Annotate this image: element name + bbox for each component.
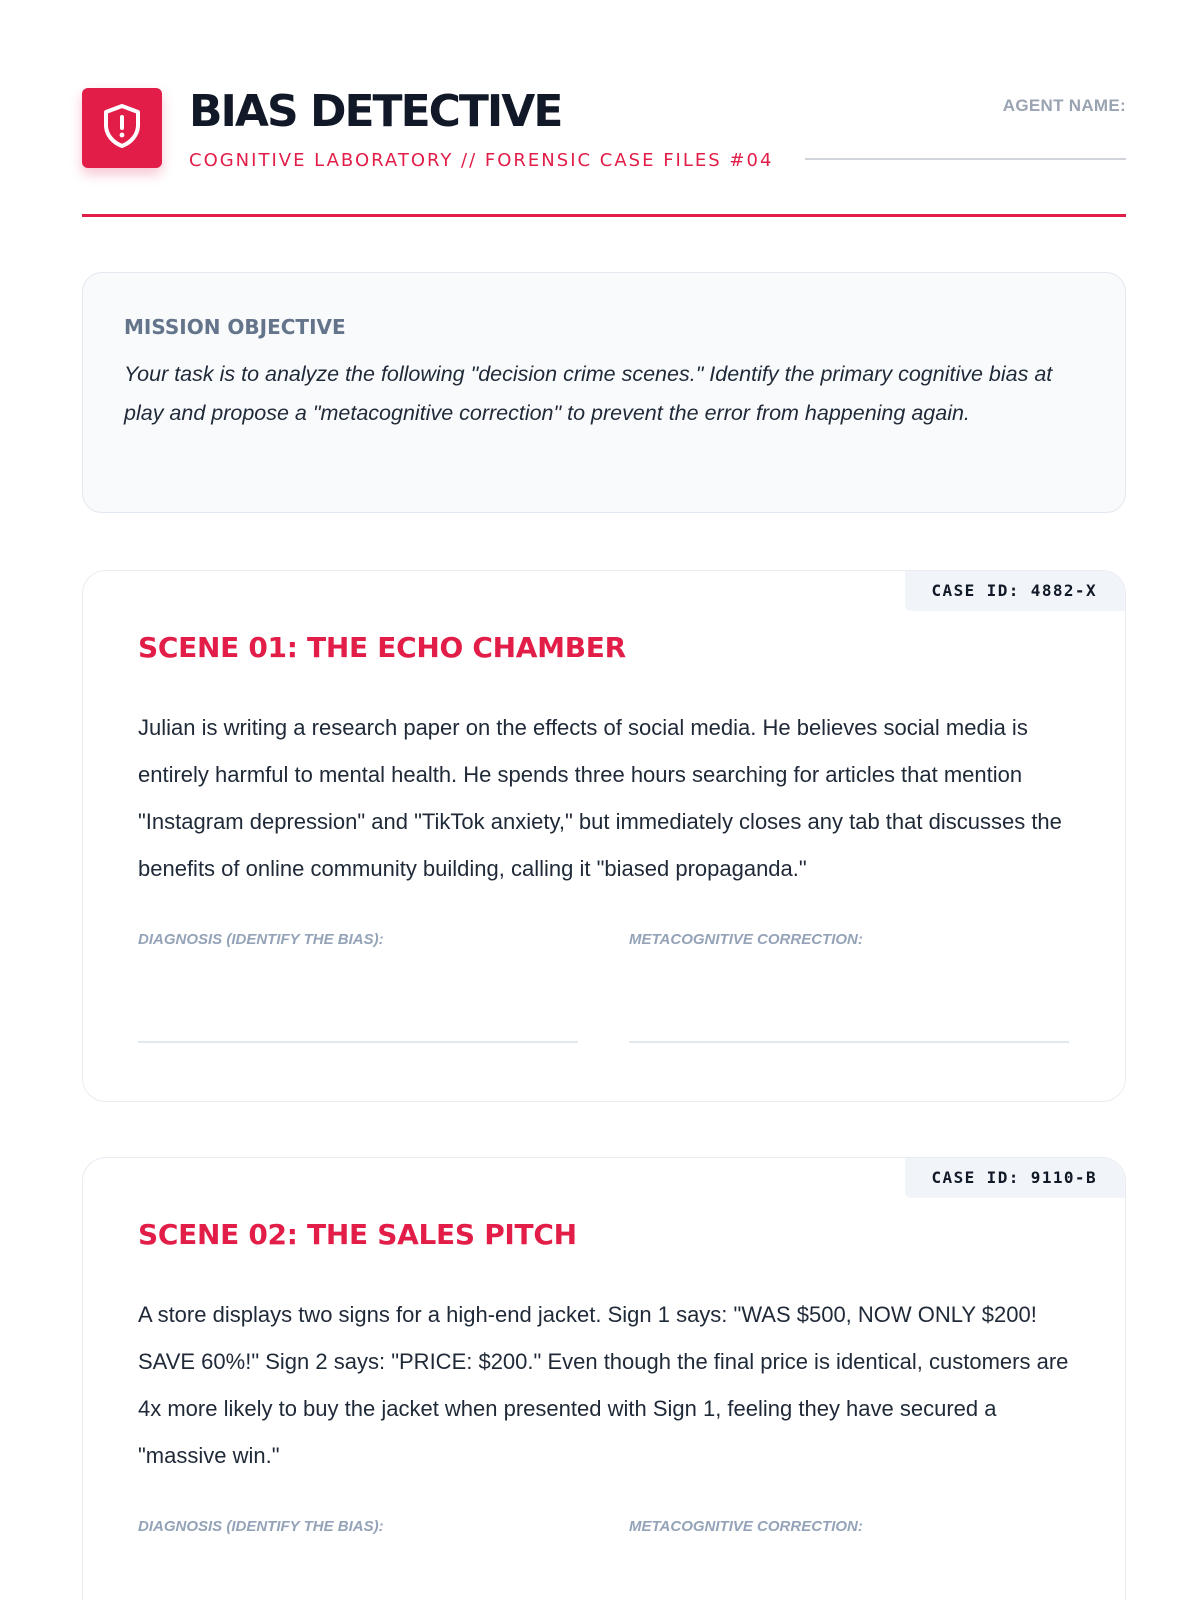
logo-badge [82,88,162,168]
scene-description: A store displays two signs for a high-end jacket. Sign 1 says: "WAS $500, NOW ONLY $200! SAVE 60%!" Sign 2 says: "PRICE: $200." Even though the final price is identical, customers are 4x more likely to buy the jacket when presented with Sign 1, feeling they have secured a "massive win." [138,1302,1069,1468]
mission-objective-panel [82,272,1126,513]
diagnosis-label: DIAGNOSIS (IDENTIFY THE BIAS): [138,1518,384,1535]
page-title: BIAS DETECTIVE [189,86,562,137]
shield-alert-icon [101,103,143,154]
scene-description: Julian is writing a research paper on the effects of social media. He believes social media is entirely harmful to mental health. He spends three hours searching for articles that mention "Instagram depression" and "TikTok anxiety," but immediately closes any tab that discusses the benefits of online community building, calling it "biased propaganda." [138,715,1062,881]
case-card [82,1157,1126,1600]
mission-title: MISSION OBJECTIVE [124,315,346,339]
correction-answer-field[interactable] [629,1041,1069,1043]
header-divider [82,214,1126,217]
correction-label: METACOGNITIVE CORRECTION: [629,1518,863,1535]
agent-name-field[interactable] [805,158,1126,160]
mission-text: Your task is to analyze the following "decision crime scenes." Identify the primary cognitive bias at play and propose a "metacognitive correction" to prevent the error from happening again. [124,362,1053,425]
case-id-badge: CASE ID: 9110-B [905,1158,1126,1198]
diagnosis-answer-field[interactable] [138,1041,578,1043]
diagnosis-label: DIAGNOSIS (IDENTIFY THE BIAS): [138,931,384,948]
scene-title: SCENE 01: THE ECHO CHAMBER [138,631,626,664]
case-card [82,570,1126,1102]
page-subtitle: COGNITIVE LABORATORY // FORENSIC CASE FILES #04 [189,150,774,171]
worksheet-header [82,86,1126,220]
case-id-badge: CASE ID: 4882-X [905,571,1126,611]
correction-label: METACOGNITIVE CORRECTION: [629,931,863,948]
scene-title: SCENE 02: THE SALES PITCH [138,1218,577,1251]
agent-name-label: AGENT NAME: [1002,96,1126,115]
